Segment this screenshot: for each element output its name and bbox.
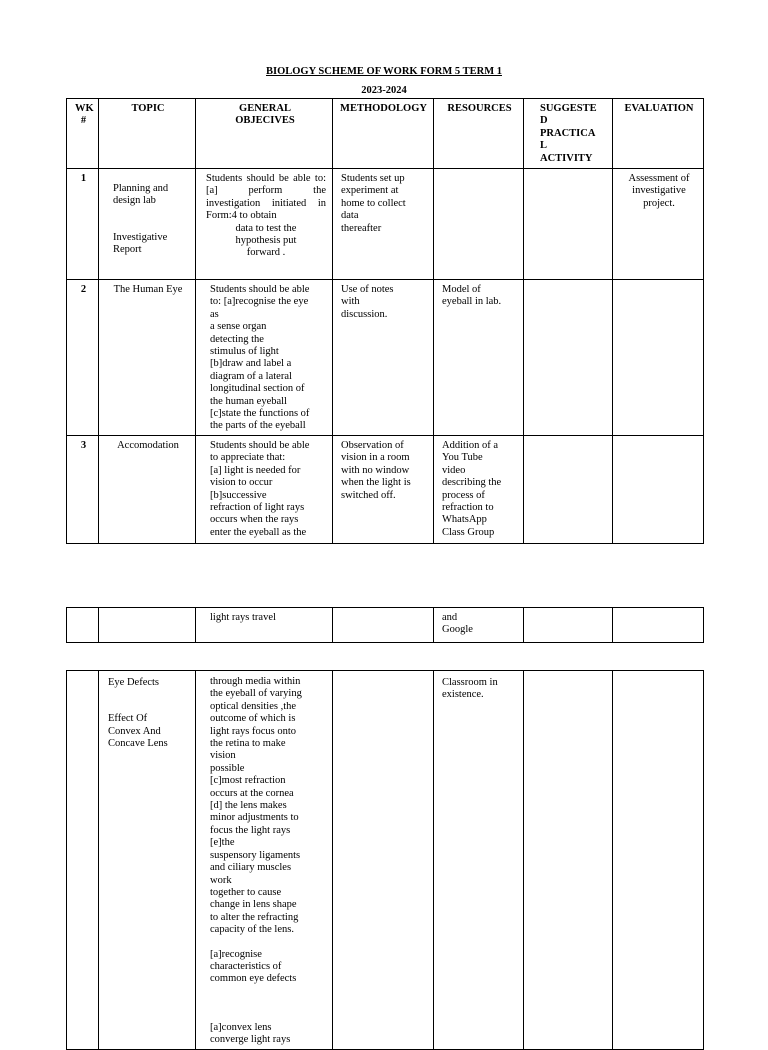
- header-resources: RESOURCES: [434, 99, 524, 169]
- objectives-text: Students should be able to: [a] perform the investigation initiated in Form:4 to obtain: [206, 173, 326, 222]
- week-cell: [67, 671, 99, 1050]
- week-cell: [67, 608, 99, 643]
- evaluation-cell: [613, 280, 704, 436]
- topic-text: Investigative Report: [113, 231, 168, 256]
- resources-cell: [434, 169, 524, 280]
- header-evaluation: EVALUATION: [613, 99, 704, 169]
- objectives-text-cont: data to test the hypothesis put forward .: [235, 222, 297, 259]
- resources-cell: and Google: [434, 608, 524, 643]
- methodology-cell: Use of notes with discussion.: [333, 280, 434, 436]
- header-wk: WK #: [67, 99, 99, 169]
- practical-cell: [524, 608, 613, 643]
- topic-cell: [99, 608, 196, 643]
- methodology-cell: [333, 671, 434, 1050]
- methodology-cell: [333, 608, 434, 643]
- methodology-cell: Observation of vision in a room with no window when the light is switched off.: [333, 435, 434, 543]
- evaluation-cell: [613, 608, 704, 643]
- header-methodology: METHODOLOGY: [333, 99, 434, 169]
- resources-cell: Addition of a You Tube video describing the process of refraction to WhatsApp Class Group: [434, 435, 524, 543]
- objectives-cell: Students should be able to appreciate that: [a] light is needed for vision to occur [b]successive refraction of light rays occurs when the rays enter the eyeball as the: [196, 435, 333, 543]
- page2-table: [66, 670, 704, 1050]
- header-objectives: GENERAL OBJECIVES: [196, 99, 333, 169]
- topic-text: Planning and design lab: [113, 183, 169, 207]
- objectives-text: [a]recognise characteristics of common eye defects: [210, 948, 297, 985]
- objectives-text: [a]convex lens converge light rays: [210, 1021, 291, 1046]
- objectives-cell: Students should be able to: [a]recognise the eye as a sense organ detecting the stimulus of light [b]draw and label a diagram of a lateral longitudinal section of the human eyeball [c]state the functions of the parts of the eyeball: [196, 280, 333, 436]
- continuation-table: [66, 607, 704, 643]
- practical-cell: [524, 280, 613, 436]
- evaluation-cell: [613, 435, 704, 543]
- practical-cell: [524, 435, 613, 543]
- table-row: [67, 608, 704, 643]
- objectives-cell: [196, 671, 333, 1050]
- academic-year: 2023-2024: [361, 85, 407, 96]
- topic-cell: The Human Eye: [99, 280, 196, 436]
- resources-cell: Classroom in existence.: [434, 671, 524, 1050]
- evaluation-cell: [613, 671, 704, 1050]
- topic-text: Eye Defects: [108, 677, 160, 688]
- week-number: 2: [67, 280, 99, 436]
- header-topic: TOPIC: [99, 99, 196, 169]
- document-title: BIOLOGY SCHEME OF WORK FORM 5 TERM 1: [266, 66, 502, 77]
- header-practical: SUGGESTE D PRACTICA L ACTIVITY: [524, 99, 613, 169]
- topic-cell: [99, 169, 196, 280]
- practical-cell: [524, 671, 613, 1050]
- table-row: [67, 280, 704, 436]
- objectives-cell: light rays travel: [196, 608, 333, 643]
- week-number: 1: [67, 169, 99, 280]
- objectives-cell: [196, 169, 333, 280]
- topic-cell: Accomodation: [99, 435, 196, 543]
- table-row: [67, 671, 704, 1050]
- table-row: [67, 435, 704, 543]
- objectives-text: through media within the eyeball of varying optical densities ,the outcome of which is light rays focus onto the retina to make vision possible [c]most refraction occurs at the cornea [d] the lens makes minor adjustments to focus the light rays [e]the suspensory ligaments and ciliary muscles work together to cause change in lens shape to alter the refracting capacity of the lens.: [210, 676, 302, 936]
- week-number: 3: [67, 435, 99, 543]
- topic-text: Effect Of Convex And Concave Lens: [108, 713, 168, 750]
- evaluation-cell: Assessment of investigative project.: [613, 169, 704, 280]
- header-row: [67, 99, 704, 169]
- scheme-table: [66, 98, 704, 544]
- methodology-cell: Students set up experiment at home to collect data thereafter: [333, 169, 434, 280]
- practical-cell: [524, 169, 613, 280]
- topic-cell: [99, 671, 196, 1050]
- table-row: [67, 169, 704, 280]
- resources-cell: Model of eyeball in lab.: [434, 280, 524, 436]
